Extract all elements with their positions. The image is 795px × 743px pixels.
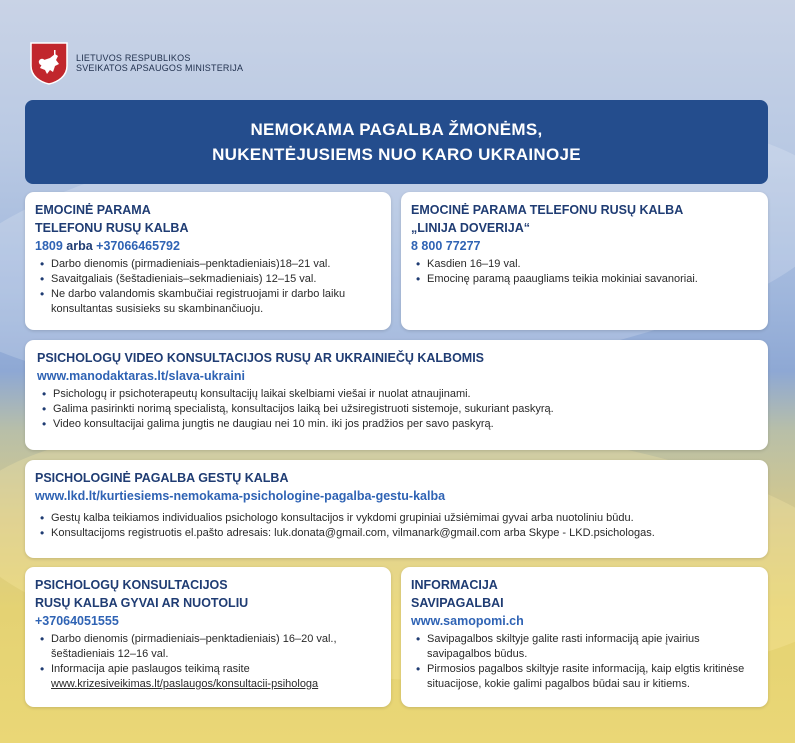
banner-title-line2: NUKENTĖJUSIEMS NUO KARO UKRAINOJE — [212, 145, 581, 164]
ministry-header — [28, 40, 243, 86]
list-item: • Darbo dienomis (pirmadieniais–penktadieniais) 16–20 val., šeštadieniais 12–16 val. — [51, 632, 381, 662]
card-subtitle: SAVIPAGALBAI — [411, 596, 504, 610]
phone-link[interactable]: 1809 — [35, 239, 63, 253]
list-item: • Darbo dienomis (pirmadieniais–penktadieniais)18–21 val. — [51, 257, 381, 272]
list-item: • Pirmosios pagalbos skiltyje rasite informaciją, kaip elgtis kritinėse situacijose, kokie galimi pagalbos būdai sau ir kitiems. — [427, 662, 758, 692]
list-item: • Savipagalbos skiltyje galite rasti informaciją apie įvairius savipagalbos būdus. — [427, 632, 758, 662]
phone-separator: arba — [62, 239, 97, 253]
card-title: PSICHOLOGŲ VIDEO KONSULTACIJOS RUSŲ AR UKRAINIEČŲ KALBOMIS — [37, 351, 485, 365]
list-item: • Kasdien 16–19 val. — [427, 257, 758, 272]
list-item: • Ne darbo valandomis skambučiai registruojami ir darbo laiku konsultantas susisieks su skambinančiuoju. — [51, 287, 381, 317]
card-title: INFORMACIJA — [411, 578, 498, 592]
list-item: • Konsultacijoms registruotis el.pašto adresais: luk.donata@gmail.com, vilmanark@gmail.com arba Skype - LKD.psichologas. — [51, 526, 758, 541]
card-video-consultations — [25, 340, 768, 450]
main-banner — [25, 100, 768, 184]
phone-link[interactable]: +37064051555 — [35, 614, 119, 628]
website-link[interactable]: www.krizesiveikimas.lt/paslaugos/konsultacii-psihologa — [51, 678, 319, 690]
list-item: • Galima pasirinkti norimą specialistą, konsultacijos laiką bei užsiregistruoti sistemoje, sukuriant paskyrą. — [53, 402, 758, 417]
card-title: PSICHOLOGINĖ PAGALBA GESTŲ KALBA — [35, 471, 289, 485]
ministry-name-line2: SVEIKATOS APSAUGOS MINISTERIJA — [76, 63, 244, 73]
list-item: • Savaitgaliais (šeštadieniais–sekmadieniais) 12–15 val. — [51, 272, 381, 287]
info-list — [35, 511, 758, 541]
list-item: • Gestų kalba teikiamos individualios psichologo konsultacijos ir vykdomi grupiniai užsiėmimai gyvai arba nuotoliniu būdu. — [51, 511, 758, 526]
phone-link[interactable]: 8 800 77277 — [411, 239, 481, 253]
card-title: EMOCINĖ PARAMA — [35, 203, 151, 217]
info-list — [35, 632, 381, 692]
list-item: • Video konsultacijai galima jungtis ne daugiau nei 10 min. iki jos pradžios per savo paskyrą. — [53, 417, 758, 432]
card-emotional-support-doverija — [401, 192, 768, 330]
card-subtitle: TELEFONU RUSŲ KALBA — [35, 221, 189, 235]
website-link[interactable]: www.lkd.lt/kurtiesiems-nemokama-psichologine-pagalba-gestu-kalba — [35, 489, 446, 503]
info-list — [35, 257, 381, 317]
card-title: PSICHOLOGŲ KONSULTACIJOS — [35, 578, 228, 592]
card-subtitle: RUSŲ KALBA GYVAI AR NUOTOLIU — [35, 596, 249, 610]
website-link[interactable]: www.manodaktaras.lt/slava-ukraini — [37, 369, 245, 383]
vytis-coat-of-arms-icon — [28, 40, 70, 86]
ministry-name-line1: LIETUVOS RESPUBLIKOS — [76, 53, 191, 63]
banner-title-line1: NEMOKAMA PAGALBA ŽMONĖMS, — [250, 120, 543, 139]
phone-numbers — [35, 237, 381, 255]
info-list — [411, 257, 758, 287]
list-item — [51, 662, 381, 692]
card-psychologist-consultations — [25, 567, 391, 707]
website-link[interactable]: www.samopomi.ch — [411, 614, 524, 628]
card-sign-language-help — [25, 460, 768, 558]
list-item-text: Informacija apie paslaugos teikimą rasite — [51, 663, 250, 675]
card-subtitle: „LINIJA DOVERIJA“ — [411, 221, 531, 235]
card-self-help-info — [401, 567, 768, 707]
card-emotional-support-russian — [25, 192, 391, 330]
list-item: • Psichologų ir psichoterapeutų konsultacijų laikai skelbiami viešai ir nuolat atnaujinami. — [53, 387, 758, 402]
list-item: • Emocinę paramą paaugliams teikia mokiniai savanoriai. — [427, 272, 758, 287]
info-list — [411, 632, 758, 692]
phone-link[interactable]: +37066465792 — [96, 239, 180, 253]
info-list — [37, 387, 758, 432]
card-title: EMOCINĖ PARAMA TELEFONU RUSŲ KALBA — [411, 203, 684, 217]
